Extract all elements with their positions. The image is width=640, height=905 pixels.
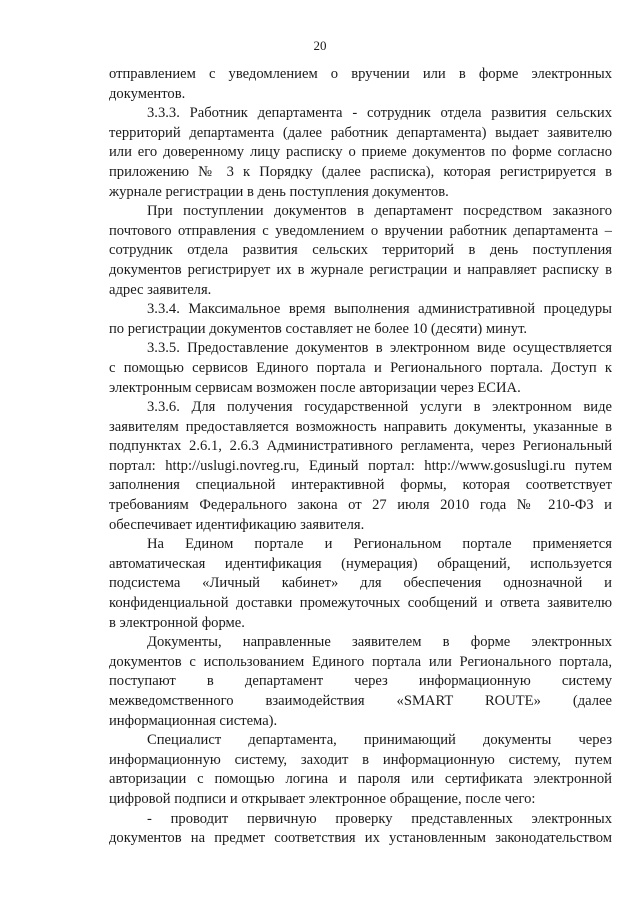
page-number: 20 [313, 38, 327, 53]
text-line: поступают в департамент через информационную систему [109, 673, 612, 690]
text-line: территорий департамента (далее работник департамента) выдает заявителю [109, 124, 612, 141]
text-line: приложению № 3 к Порядку (далее расписка), которая регистрируется в [109, 163, 612, 180]
paragraph [109, 65, 612, 104]
text-line: 3.3.5. Предоставление документов в электронном виде осуществляется [147, 340, 612, 357]
text-line: сотрудник отдела развития сельских территорий в день поступления [109, 242, 612, 259]
text-line: документов на предмет соответствия их установленным законодательством [109, 830, 612, 847]
paragraph [109, 202, 612, 300]
text-line: адрес заявителя. [109, 281, 212, 298]
text-line: авторизации с помощью логина и пароля или сертификата электронной [109, 771, 612, 788]
text-line: цифровой подписи и открывает электронное обращение, после чего: [109, 790, 536, 807]
text-line: подсистема «Личный кабинет» для обеспечения однозначной и [109, 575, 612, 592]
text-line: заполнения специальной интерактивной формы, которая соответствует [109, 477, 612, 494]
text-line: конфиденциальной доставки промежуточных сообщений и ответа заявителю [109, 595, 612, 612]
paragraph [109, 810, 612, 849]
text-line: портал: http://uslugi.novreg.ru, Единый портал: http://www.gosuslugi.ru путем [109, 457, 612, 474]
text-line: - проводит первичную проверку представленных электронных [147, 810, 612, 827]
paragraph [109, 339, 612, 398]
text-line: электронным сервисам возможен после авторизации через ЕСИА. [109, 379, 521, 396]
text-line: требованиям Федерального закона от 27 июля 2010 года № 210-ФЗ и [109, 497, 612, 514]
text-line: с помощью сервисов Единого портала и Регионального портала. Доступ к [109, 359, 612, 376]
text-line: документов с использованием Единого портала или Регионального портала, [109, 653, 612, 670]
paragraph [109, 731, 612, 809]
text-line: 3.3.6. Для получения государственной услуги в электронном виде [147, 399, 612, 416]
text-line: информационная система). [109, 712, 278, 729]
text-line: журнале регистрации в день поступления документов. [109, 183, 449, 200]
paragraph [109, 398, 612, 535]
text-line: Документы, направленные заявителем в форме электронных [147, 634, 612, 651]
paragraph [109, 633, 612, 731]
text-line: в электронной форме. [109, 614, 245, 631]
text-line: При поступлении документов в департамент посредством заказного [147, 203, 612, 220]
text-line: 3.3.4. Максимальное время выполнения административной процедуры [147, 301, 612, 318]
text-line: обеспечивает идентификацию заявителя. [109, 516, 365, 533]
text-line: автоматическая идентификация (нумерация) обращений, используется [109, 555, 612, 572]
text-line: На Едином портале и Региональном портале применяется [147, 536, 612, 553]
text-line: документов регистрирует их в журнале регистрации и направляет расписку в [109, 261, 612, 278]
text-line: или его доверенному лицу расписку о приеме документов по форме согласно [109, 144, 612, 161]
paragraph [109, 300, 612, 339]
text-line: почтового отправления с уведомлением о вручении работник департамента – [109, 222, 612, 239]
text-line: межведомственного взаимодействия «SMART ROUTE» (далее [109, 693, 612, 709]
text-line: заявителям предоставляется возможность направить документы, указанные в [109, 418, 612, 435]
text-line: информационную систему, заходит в информационную систему, путем [109, 751, 612, 768]
text-line: 3.3.3. Работник департамента - сотрудник отдела развития сельских [147, 105, 612, 122]
text-line: документов. [109, 85, 186, 102]
text-line: отправлением с уведомлением о вручении или в форме электронных [109, 66, 612, 82]
text-line: подпунктах 2.6.1, 2.6.3 Административного регламента, через Региональный [109, 438, 612, 455]
paragraph [109, 104, 612, 202]
paragraph [109, 535, 612, 633]
text-line: по регистрации документов составляет не более 10 (десяти) минут. [109, 320, 527, 337]
text-line: Специалист департамента, принимающий документы через [147, 732, 612, 749]
document-body [109, 65, 612, 849]
